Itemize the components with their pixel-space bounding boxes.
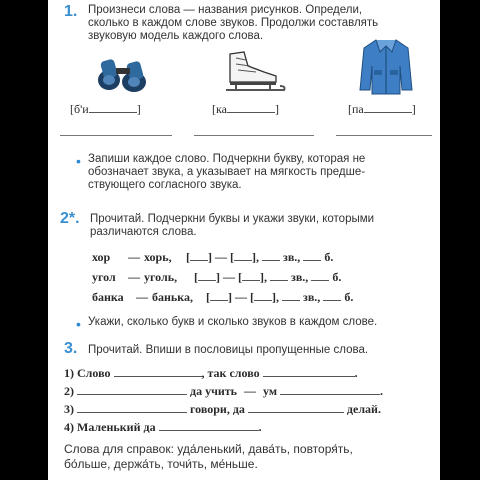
word-3a: банка (92, 290, 124, 304)
exercise-1-task (88, 153, 365, 192)
count-blank-3b[interactable] (323, 290, 341, 301)
sound-blank-1b[interactable] (234, 250, 252, 261)
sound-model-1-blank[interactable] (89, 103, 137, 113)
answer-line-3[interactable] (336, 135, 432, 136)
b-label: б. (344, 290, 354, 304)
word-3b: банька, (152, 290, 193, 304)
exercise-1-task-line-3: ствующего согласного звука. (88, 179, 242, 191)
proverb-1 (64, 366, 358, 381)
coat-picture (358, 36, 414, 96)
exercise-3-number: 3. (64, 340, 78, 357)
proverb-2-blank-1[interactable] (77, 385, 187, 395)
proverb-1-blank-1[interactable] (114, 367, 202, 377)
exercise-2-line-1: Прочитай. Подчеркни буквы и укажи звуки, которыми (90, 213, 375, 225)
answer-line-1[interactable] (60, 135, 172, 136)
proverb-1-number: 1) (64, 366, 74, 380)
proverb-3-text-a: говори, да (190, 402, 245, 416)
proverb-2: 2) да учить — ум . (64, 384, 384, 398)
b-label: б. (332, 270, 342, 284)
proverb-1-blank-2[interactable] (263, 367, 355, 377)
word-pair-row-1: хор — хорь, [ ] — [ ], зв., б. (92, 250, 334, 264)
b-label: б. (324, 250, 334, 264)
zv-label: зв., (283, 250, 301, 264)
proverb-2-text-c: ум (263, 384, 278, 398)
exercise-1-line-3: звуковую модель каждого слова. (88, 30, 264, 42)
word-pair-row-2: угол — уголь, [ ] — [ ], зв., б. (92, 270, 342, 284)
proverb-3 (64, 402, 381, 417)
binoculars-picture (92, 52, 152, 94)
proverb-2-text-a: да учить (190, 384, 237, 398)
proverb-4-number: 4) (64, 420, 74, 434)
sound-model-2-blank[interactable] (227, 103, 275, 113)
count-blank-2a[interactable] (270, 270, 288, 281)
sound-model-3-blank[interactable] (364, 103, 412, 113)
bullet-icon: • (76, 316, 81, 332)
exercise-1-line-2: сколько в каждом слове звуков. Продолжи составлять (88, 17, 379, 29)
exercise-2-line-2: различаются слова. (90, 226, 197, 238)
proverb-3-number: 3) (64, 402, 74, 416)
word-2a: угол (92, 270, 116, 284)
sound-model-3[interactable]: [па ] (348, 102, 416, 116)
exercise-1-text (88, 4, 378, 43)
proverb-2-blank-2[interactable] (280, 385, 380, 395)
count-blank-2b[interactable] (311, 270, 329, 281)
sound-blank-1a[interactable] (190, 250, 208, 261)
proverb-4 (64, 420, 262, 435)
sound-blank-2a[interactable] (198, 270, 216, 281)
answer-line-2[interactable] (194, 135, 314, 136)
sound-model-2[interactable]: [ка ] (212, 102, 279, 116)
exercise-1-line-1: Произнеси слова — названия рисунков. Определи, (88, 4, 363, 16)
word-1a: хор (92, 250, 111, 264)
proverb-4-blank[interactable] (159, 421, 259, 431)
word-1b: хорь, (144, 250, 172, 264)
exercise-1-number: 1. (64, 3, 78, 20)
sound-model-1[interactable]: [б'и ] (70, 102, 141, 116)
sound-model-3-start: [па (348, 102, 364, 116)
workbook-page (48, 0, 440, 480)
sound-blank-3b[interactable] (254, 290, 272, 301)
exercise-2-number: 2*. (60, 210, 80, 227)
proverb-4-text-b: . (258, 420, 262, 434)
sound-blank-3a[interactable] (210, 290, 228, 301)
proverb-1-text-c: . (354, 366, 358, 380)
count-blank-3a[interactable] (282, 290, 300, 301)
exercise-1-task-line-1: Запиши каждое слово. Подчеркни букву, которая не (88, 153, 366, 165)
exercise-2-text (90, 213, 374, 239)
proverb-3-blank-1[interactable] (77, 403, 187, 413)
zv-label: зв., (291, 270, 309, 284)
reference-words (64, 442, 353, 472)
proverb-3-blank-2[interactable] (248, 403, 344, 413)
proverb-2-number: 2) (64, 384, 74, 398)
word-2b: уголь, (144, 270, 178, 284)
word-pair-row-3: банка — банька, [ ] — [ ], зв., б. (92, 290, 354, 304)
zv-label: зв., (303, 290, 321, 304)
reference-line-2: бо́льше, держа́ть, точи́ть, ме́ньше. (64, 457, 258, 471)
exercise-1-task-line-2: обозначает звука, а указывает на мягкость предше- (88, 166, 366, 178)
sound-blank-2b[interactable] (242, 270, 260, 281)
exercise-3-text: Прочитай. Впиши в пословицы пропущенные слова. (88, 344, 369, 356)
reference-line-1: Слова для справок: уда́ленький, дава́ть, повторя́ть, (64, 442, 353, 456)
count-blank-1b[interactable] (303, 250, 321, 261)
proverb-1-text-b: , так слово (201, 366, 260, 380)
proverb-3-text-b: делай. (346, 402, 381, 416)
count-blank-1a[interactable] (262, 250, 280, 261)
proverb-1-text-a: Слово (77, 366, 111, 380)
proverb-4-text-a: Маленький да (77, 420, 156, 434)
bullet-icon: • (76, 153, 81, 169)
sound-model-2-start: [ка (212, 102, 227, 116)
exercise-2-task: Укажи, сколько букв и сколько звуков в каждом слове. (88, 316, 378, 328)
proverb-2-dash: — (244, 384, 256, 398)
sound-model-1-start: [б'и (70, 102, 89, 116)
skate-picture (220, 50, 290, 94)
